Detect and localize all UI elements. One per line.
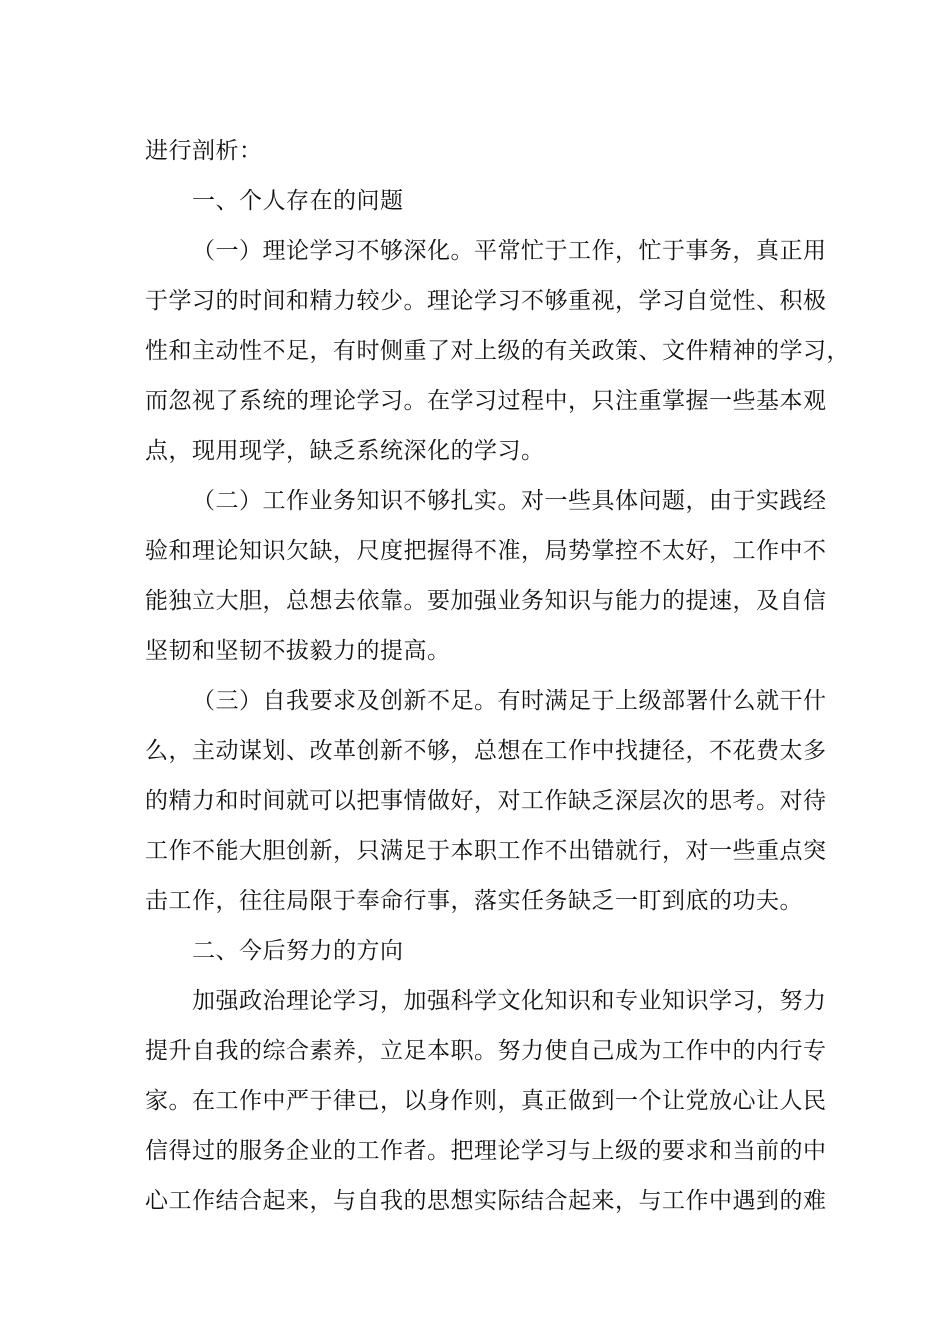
text-line: 进行剖析： bbox=[145, 138, 263, 164]
text-line: 于学习的时间和精力较少。理论学习不够重视，学习自觉性、积极 bbox=[145, 288, 827, 314]
text-line: 能独立大胆，总想去依靠。要加强业务知识与能力的提速，及自信 bbox=[145, 588, 827, 614]
text-line: 性和主动性不足，有时侧重了对上级的有关政策、文件精神的学习， bbox=[145, 338, 850, 364]
text-line: 而忽视了系统的理论学习。在学习过程中，只注重掌握一些基本观 bbox=[145, 388, 827, 414]
text-line: 工作不能大胆创新，只满足于本职工作不出错就行，对一些重点突 bbox=[145, 838, 827, 864]
section-heading: 一、个人存在的问题 bbox=[192, 188, 404, 214]
text-line: 验和理论知识欠缺，尺度把握得不准，局势掌控不太好，工作中不 bbox=[145, 538, 827, 564]
text-line: 的精力和时间就可以把事情做好，对工作缺乏深层次的思考。对待 bbox=[145, 788, 827, 814]
text-line: 点，现用现学，缺乏系统深化的学习。 bbox=[145, 438, 545, 464]
text-line: 加强政治理论学习，加强科学文化知识和专业知识学习，努力 bbox=[192, 988, 827, 1014]
text-line: （二）工作业务知识不够扎实。对一些具体问题，由于实践经 bbox=[192, 488, 827, 514]
text-line: 么，主动谋划、改革创新不够，总想在工作中找捷径，不花费太多 bbox=[145, 738, 827, 764]
text-line: 坚韧和坚韧不拔毅力的提高。 bbox=[145, 638, 451, 664]
text-line: 家。在工作中严于律已，以身作则，真正做到一个让党放心让人民 bbox=[145, 1088, 827, 1114]
text-line: （三）自我要求及创新不足。有时满足于上级部署什么就干什 bbox=[192, 688, 827, 714]
text-line: 信得过的服务企业的工作者。把理论学习与上级的要求和当前的中 bbox=[145, 1138, 827, 1164]
text-line: 击工作，往往局限于奉命行事，落实任务缺乏一盯到底的功夫。 bbox=[145, 888, 803, 914]
text-line: 提升自我的综合素养，立足本职。努力使自己成为工作中的内行专 bbox=[145, 1038, 827, 1064]
text-line: （一）理论学习不够深化。平常忙于工作，忙于事务，真正用 bbox=[192, 238, 827, 264]
section-heading: 二、今后努力的方向 bbox=[192, 938, 404, 964]
text-line: 心工作结合起来，与自我的思想实际结合起来，与工作中遇到的难 bbox=[145, 1188, 827, 1214]
